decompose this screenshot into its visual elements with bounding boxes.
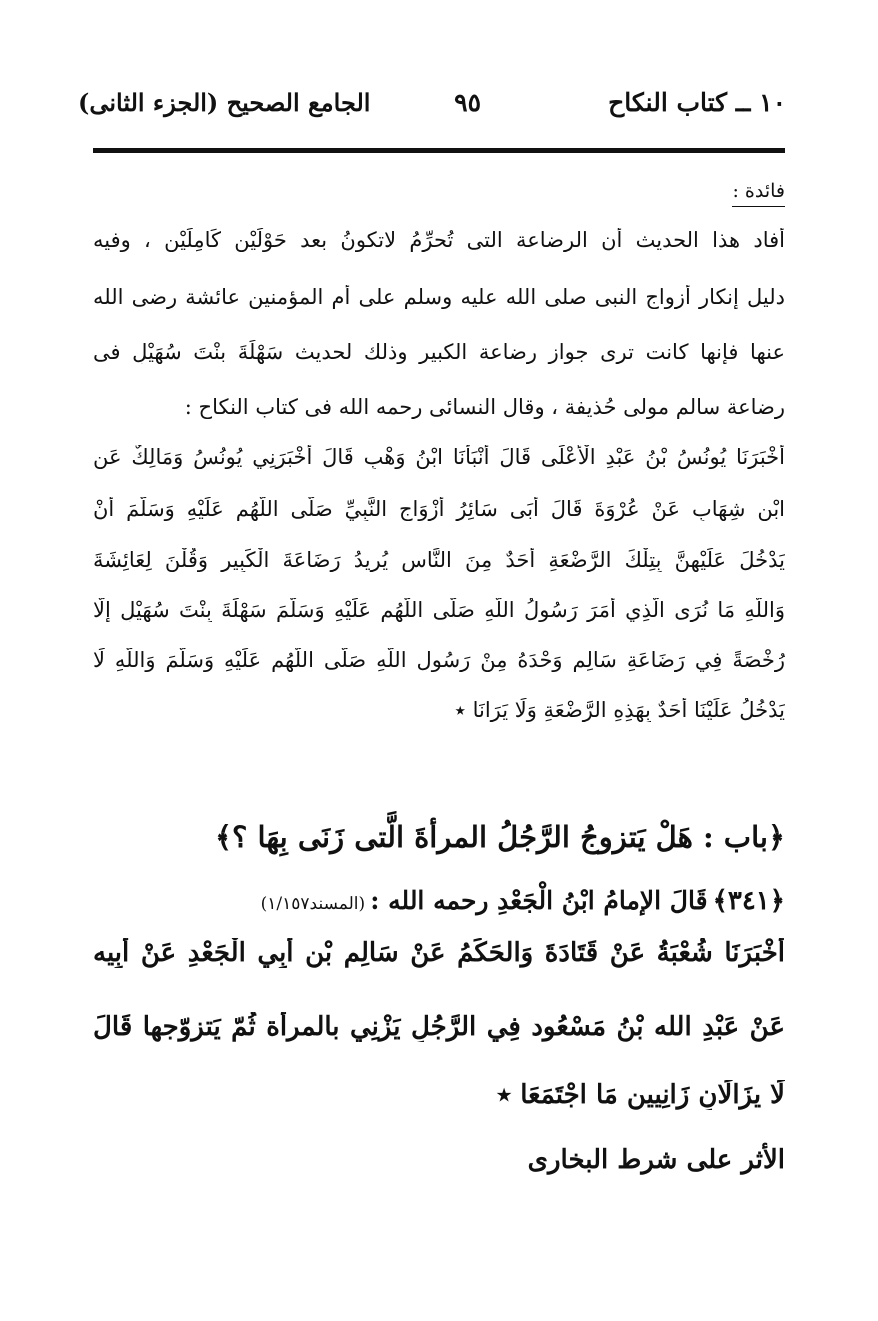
header-book-title: الجامع الصحيح (الجزء الثانى) <box>78 88 371 117</box>
hadith-quote-line: يَدْخُلَ عَلَيْهِنَّ بِتِلْكَ الرَّضْعَةِ أَحَدٌ مِنَ النَّاسِ يُرِيدُ رَضَاعَةَ الْكَبِيرِ وَقُلْنَ لِعَائِشَةَ <box>93 548 785 572</box>
note-line: رضاعة سالم مولى حُذيفة ، وقال النسائى رحمه الله فى كتاب النكاح : <box>184 395 785 419</box>
header-chapter: ١٠ ــ كتاب النكاح <box>608 88 786 117</box>
header-divider <box>93 148 785 153</box>
page-header <box>78 88 786 128</box>
narrator-intro: قَالَ الإمامُ ابْنُ الْجَعْدِ رحمه الله : <box>370 886 708 915</box>
note-line: عنها فإنها كانت ترى جواز رضاعة الكبير وذلك لحديث سَهْلَةَ بنْتَ سُهَيْلٍ فى <box>93 340 785 364</box>
hadith-quote-line: أَخْبَرَنَا يُونُسُ بْنُ عَبْدِ الْأَعْلَى قَالَ أَنْبَأَنَا ابْنُ وَهْبٍ قَالَ أَخْبَرَنِي يُونُسُ وَمَالِكٌ عَنِ <box>93 445 785 469</box>
page-number: ٩٥ <box>454 88 481 117</box>
narration-header <box>261 886 785 916</box>
chapter-heading: ﴿باب : هَلْ يَتزوجُ الرَّجُلُ المرأةَ الَّتى زَنَى بِهَا ؟﴾ <box>215 820 785 854</box>
hadith-quote-line: ابْنِ شِهَابٍ عَنْ عُرْوَةَ قَالَ أَبَى سَائِرُ أَزْوَاجِ النَّبِيِّ صَلَّى اللَّهُم عَلَيْهِ وَسَلَّمَ أَنْ <box>93 497 785 521</box>
hadith-main-line: لَا يزَالَانِ زَانِيين مَا اجْتَمَعَا ٭ <box>497 1080 785 1110</box>
note-line: أفاد هذا الحديث أن الرضاعة التى تُحرِّمُ لاتكونُ بعد حَوْلَيْنِ كَامِلَيْنِ ، وفيه <box>93 228 785 252</box>
note-label: فائدة : <box>732 180 785 207</box>
hadith-grade: الأثر على شرط البخارى <box>527 1145 785 1175</box>
hadith-main-line: عَنْ عَبْدِ الله بْنُ مَسْعُود فِي الرَّجُلِ يَزْنِي بالمرأة ثُمّ يَتزوّجها قَالَ <box>93 1012 785 1042</box>
note-line: دليل إنكار أزواج النبى صلى الله عليه وسلم على أم المؤمنين عائشة رضى الله <box>93 285 785 309</box>
hadith-quote-line: رُخْصَةً فِي رَضَاعَةِ سَالِمٍ وَحْدَهُ مِنْ رَسُولِ اللَّهِ صَلَّى اللَّهُم عَلَيْهِ وَسَلَّمَ وَاللَّهِ لَا <box>93 648 785 672</box>
hadith-main-line: أَخْبَرَنَا شُعْبَةُ عَنْ قَتَادَةَ وَالحَكَمُ عَنْ سَالِمِ بْنِ أَبِي الْجَعْدِ عَنْ أَبِيه <box>93 938 785 968</box>
hadith-number: ﴿٣٤١﴾ <box>712 886 785 916</box>
source-reference: (المسند١/١٥٧) <box>260 894 366 914</box>
hadith-quote-line: يَدْخُلُ عَلَيْنَا أَحَدٌ بِهَذِهِ الرَّضْعَةِ وَلَا يَرَانَا ٭ <box>454 698 785 722</box>
hadith-quote-line: وَاللَّهِ مَا نُرَى الَّذِي أَمَرَ رَسُولُ اللَّهِ صَلَّى اللَّهُم عَلَيْهِ وَسَلَّمَ سَهْلَةَ بِنْتَ سُهَيْلٍ إِلَّا <box>93 598 785 622</box>
